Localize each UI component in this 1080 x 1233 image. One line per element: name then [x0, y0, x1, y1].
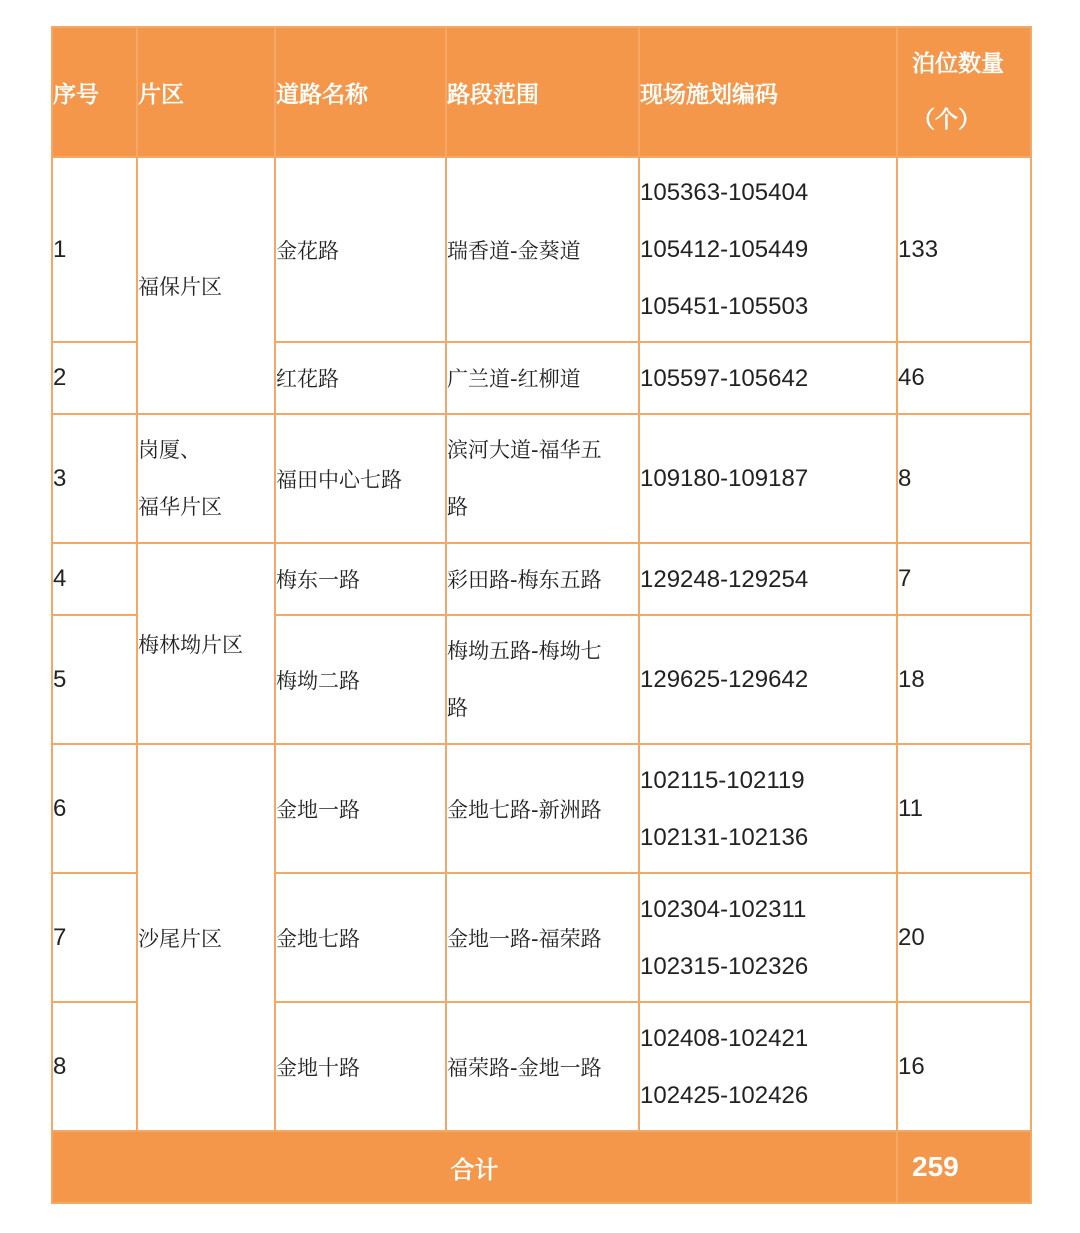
berth-count: 7 [897, 543, 1031, 615]
road-name: 梅坳二路 [275, 615, 446, 744]
segment-line1: 滨河大道-福华五 [447, 437, 602, 462]
row-index: 4 [52, 543, 137, 615]
segment-range: 金地一路-福荣路 [446, 873, 639, 1002]
district-cell: 福保片区 [137, 157, 275, 414]
road-name: 金地七路 [275, 873, 446, 1002]
road-name: 梅东一路 [275, 543, 446, 615]
road-name: 金花路 [275, 157, 446, 342]
district-cell: 沙尾片区 [137, 744, 275, 1131]
code-cell [639, 414, 897, 543]
code-range: 102425-102426 [640, 1081, 809, 1109]
road-name: 金地十路 [275, 1002, 446, 1131]
segment-line2: 路 [447, 494, 468, 519]
row-index: 1 [52, 157, 137, 342]
road-name: 福田中心七路 [275, 414, 446, 543]
segment-line1: 梅坳五路-梅坳七 [447, 638, 602, 663]
code-range: 102131-102136 [640, 823, 809, 851]
header-quantity-line2: （个） [912, 107, 981, 133]
row-index: 8 [52, 1002, 137, 1131]
header-code: 现场施划编码 [639, 27, 897, 157]
total-label: 合计 [52, 1131, 897, 1203]
berth-count: 133 [897, 157, 1031, 342]
table-row [52, 157, 1031, 342]
header-segment: 路段范围 [446, 27, 639, 157]
row-index: 7 [52, 873, 137, 1002]
total-value: 259 [897, 1131, 1031, 1203]
code-range: 105363-105404 [640, 179, 809, 206]
code-range: 102304-102311 [640, 895, 807, 923]
row-index: 5 [52, 615, 137, 744]
parking-table [51, 26, 1032, 1204]
code-cell [639, 342, 897, 414]
segment-line2: 路 [447, 695, 468, 720]
header-index: 序号 [52, 27, 137, 157]
code-cell [639, 1002, 897, 1131]
code-cell [639, 615, 897, 744]
code-range: 102115-102119 [640, 766, 805, 794]
segment-range [446, 615, 639, 744]
code-range: 129625-129642 [640, 666, 809, 693]
segment-range [446, 414, 639, 543]
berth-count: 18 [897, 615, 1031, 744]
segment-range: 彩田路-梅东五路 [446, 543, 639, 615]
header-quantity [897, 27, 1031, 157]
code-cell [639, 157, 897, 342]
code-cell [639, 744, 897, 873]
code-range: 109180-109187 [640, 465, 809, 492]
header-district: 片区 [137, 27, 275, 157]
code-range: 129248-129254 [640, 565, 809, 593]
berth-count: 20 [897, 873, 1031, 1002]
total-row [52, 1131, 1031, 1203]
berth-count: 16 [897, 1002, 1031, 1131]
header-road: 道路名称 [275, 27, 446, 157]
header-quantity-line1: 泊位数量 [912, 51, 1004, 77]
segment-range: 福荣路-金地一路 [446, 1002, 639, 1131]
code-range: 102408-102421 [640, 1024, 809, 1052]
segment-range: 金地七路-新洲路 [446, 744, 639, 873]
segment-range: 瑞香道-金葵道 [446, 157, 639, 342]
table-row [52, 543, 1031, 615]
code-cell [639, 543, 897, 615]
segment-range: 广兰道-红柳道 [446, 342, 639, 414]
berth-count: 11 [897, 744, 1031, 873]
row-index: 2 [52, 342, 137, 414]
table-row [52, 414, 1031, 543]
row-index: 6 [52, 744, 137, 873]
header-row [52, 27, 1031, 157]
district-cell: 梅林坳片区 [137, 543, 275, 744]
district-line1: 岗厦、 [138, 437, 201, 462]
code-range: 105597-105642 [640, 364, 809, 392]
table-row [52, 744, 1031, 873]
berth-count: 46 [897, 342, 1031, 414]
code-cell [639, 873, 897, 1002]
code-range: 105412-105449 [640, 236, 809, 263]
district-cell [137, 414, 275, 543]
district-line2: 福华片区 [138, 494, 222, 519]
road-name: 金地一路 [275, 744, 446, 873]
road-name: 红花路 [275, 342, 446, 414]
berth-count: 8 [897, 414, 1031, 543]
code-range: 105451-105503 [640, 293, 809, 320]
row-index: 3 [52, 414, 137, 543]
code-range: 102315-102326 [640, 952, 809, 980]
